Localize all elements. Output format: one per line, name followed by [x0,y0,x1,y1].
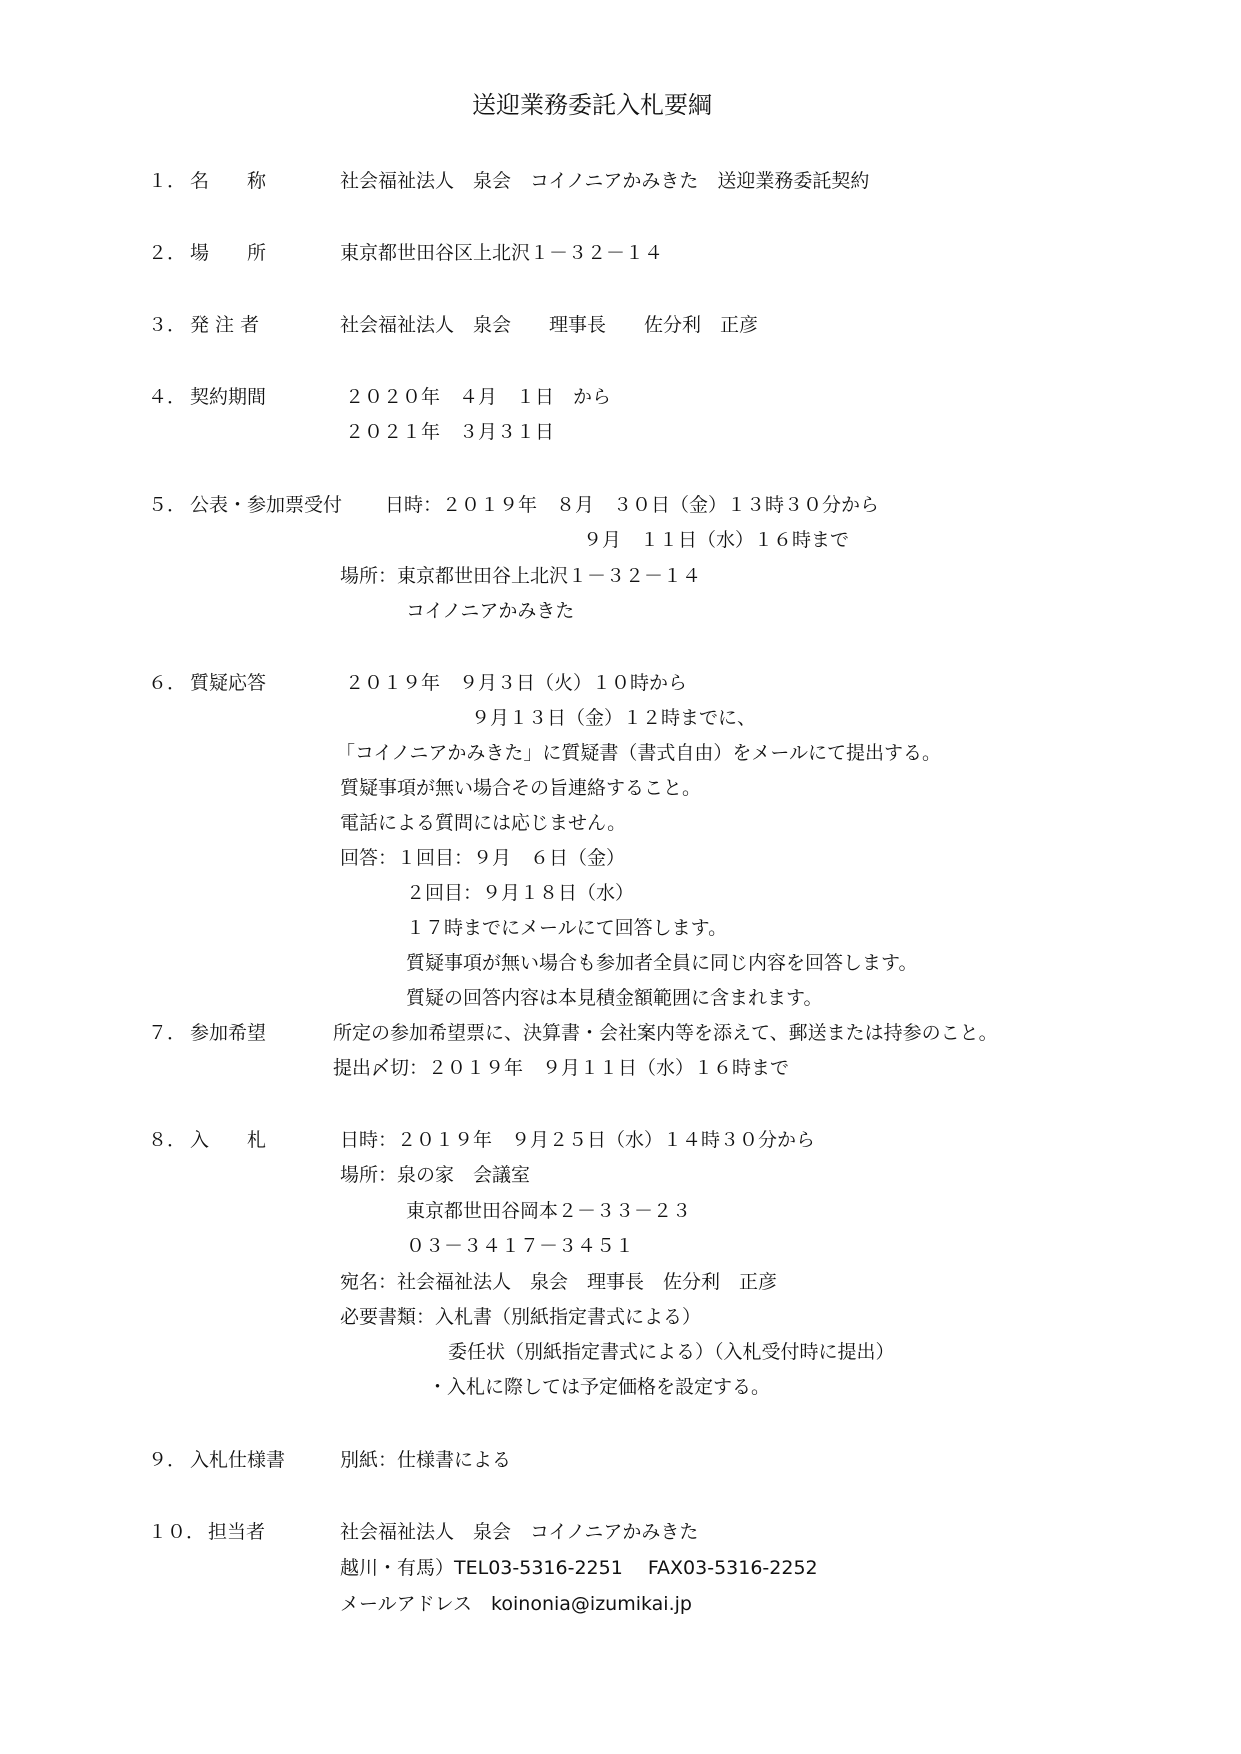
section-text: 質疑事項が無い場合その旨連絡すること。 [340,777,702,799]
section-text: 社会福祉法人 泉会 コイノニアかみきた 送迎業務委託契約 [340,170,870,192]
section-text: 別紙：仕様書による [340,1449,512,1471]
section-text: 日時：２０１９年 ８月 ３０日（金）１３時３０分から [385,494,880,516]
section-label: 公表・参加票受付 [190,494,343,516]
section-text: コイノニアかみきた [406,600,575,622]
contact-phone-fax: 越川・有馬）TEL03-5316-2251 FAX03-5316-2252 [340,1557,818,1579]
section-label: 場 所 [190,242,267,264]
section-text: 提出〆切：２０１９年 ９月１１日（水）１６時まで [333,1057,790,1079]
section-text: １７時までにメールにて回答します。 [406,917,728,939]
section-label: 入札仕様書 [190,1449,286,1471]
section-text: 東京都世田谷岡本２－３３－２３ [406,1200,692,1222]
section-label: 担当者 [208,1521,266,1543]
section-text: ・入札に際しては予定価格を設定する。 [428,1376,771,1398]
section-number: ７． [148,1022,187,1044]
section-text: ２回目：９月１８日（水） [406,882,635,904]
section-number: ２． [148,242,187,264]
section-text: ２０２１年 ３月３１日 [345,421,555,443]
section-text: 社会福祉法人 泉会 理事長 佐分利 正彦 [340,314,759,336]
section-text: 電話による質問には応じません。 [340,812,627,834]
section-text: 場所：東京都世田谷上北沢１－３２－１４ [340,565,702,587]
section-number: ８． [148,1129,187,1151]
section-text: 宛名：社会福祉法人 泉会 理事長 佐分利 正彦 [340,1271,778,1293]
section-label: 契約期間 [190,386,267,408]
section-text: 回答：１回目：９月 ６日（金） [340,847,626,869]
section-text: 「コイノニアかみきた」に質疑書（書式自由）をメールにて提出する。 [336,742,941,764]
section-number: ３． [148,314,187,336]
section-number: ５． [148,494,187,516]
section-text: ２０２０年 ４月 １日 から [345,386,612,408]
section-text: 所定の参加希望票に、決算書・会社案内等を添えて、郵送または持参のこと。 [333,1022,998,1044]
section-text: 委任状（別紙指定書式による）（入札受付時に提出） [448,1341,895,1363]
section-text: 東京都世田谷区上北沢１－３２－１４ [340,242,664,264]
section-label: 質疑応答 [190,672,267,694]
section-label: 参加希望 [190,1022,267,1044]
section-label: 名 称 [190,170,267,192]
section-text: 質疑事項が無い場合も参加者全員に同じ内容を回答します。 [406,952,918,974]
document-title: 送迎業務委託入札要綱 [472,91,712,119]
section-text: 社会福祉法人 泉会 コイノニアかみきた [340,1521,699,1543]
section-label: 入 札 [190,1129,267,1151]
section-text: ９月 １１日（水）１６時まで [583,529,850,551]
section-number: １． [148,170,187,192]
contact-email: メールアドレス koinonia@izumikai.jp [340,1593,692,1615]
section-number: ９． [148,1449,187,1471]
section-text: 必要書類：入札書（別紙指定書式による） [340,1306,702,1328]
section-text: ０３－３４１７－３４５１ [406,1235,635,1257]
section-text: 質疑の回答内容は本見積金額範囲に含まれます。 [406,987,823,1009]
section-text: 日時：２０１９年 ９月２５日（水）１４時３０分から [340,1129,816,1151]
section-text: ９月１３日（金）１２時までに、 [471,707,757,729]
section-label: 発 注 者 [190,314,260,336]
section-text: ２０１９年 ９月３日（火）１０時から [345,672,688,694]
section-text: 場所：泉の家 会議室 [340,1164,531,1186]
section-number: １０． [148,1521,206,1543]
section-number: ６． [148,672,187,694]
section-number: ４． [148,386,187,408]
